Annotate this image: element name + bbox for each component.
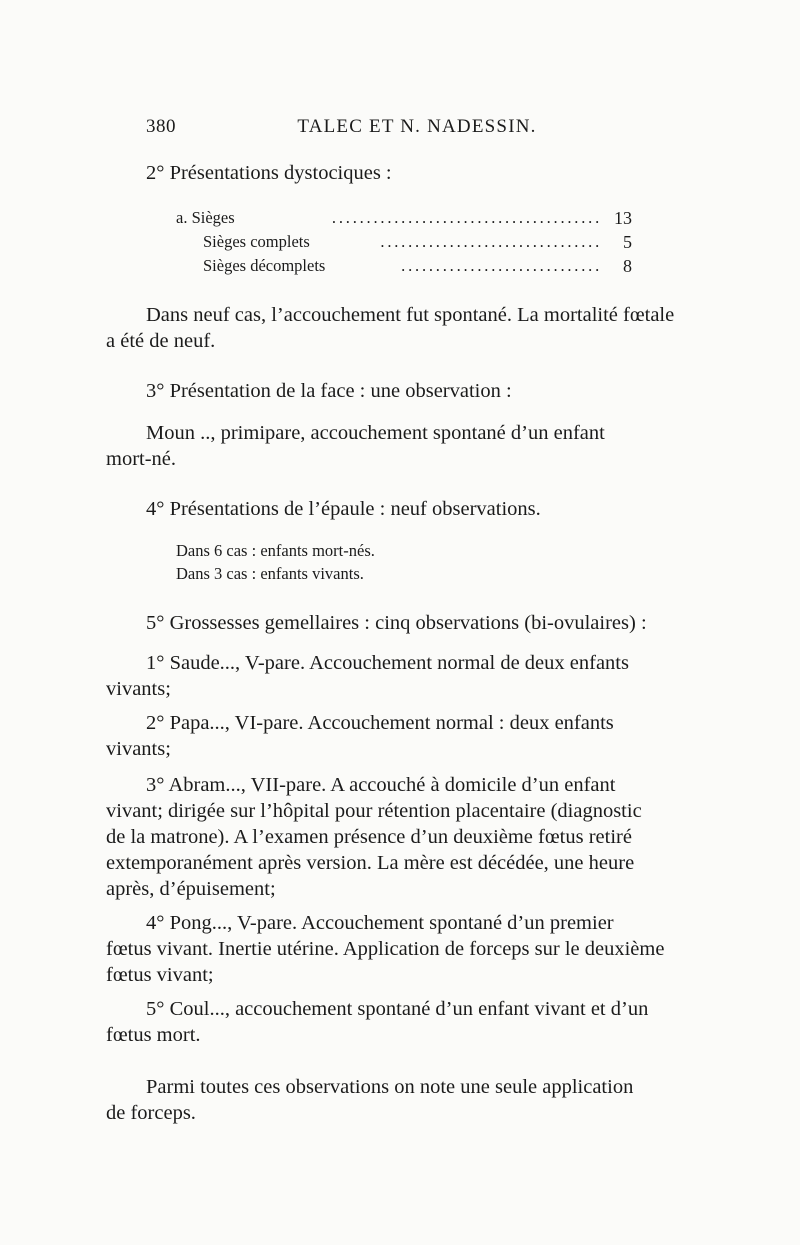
row-label: Sièges décomplets bbox=[203, 256, 326, 275]
paragraph-line: 4° Pong..., V-pare. Accouchement spontané d’un premier bbox=[146, 912, 614, 934]
running-title: TALEC ET N. NADESSIN. bbox=[297, 116, 537, 137]
section-heading-shoulder: 4° Présentations de l’épaule : neuf observations. bbox=[146, 498, 541, 520]
paragraph-line: mort-né. bbox=[106, 448, 177, 470]
paragraph-line: a été de neuf. bbox=[106, 330, 216, 352]
leader-dots: ............................. bbox=[401, 256, 602, 275]
paragraph-line: 3° Abram..., VII-pare. A accouché à domicile d’un enfant bbox=[146, 774, 616, 796]
paragraph-line: Dans 6 cas : enfants mort-nés. bbox=[176, 541, 375, 560]
section-heading-dystocic: 2° Présentations dystociques : bbox=[146, 162, 392, 184]
row-label: Sièges complets bbox=[203, 232, 310, 251]
paragraph-line: de forceps. bbox=[106, 1102, 196, 1124]
paragraph-line: fœtus vivant. Inertie utérine. Application de forceps sur le deuxième bbox=[106, 938, 665, 960]
row-value: 13 bbox=[614, 208, 632, 228]
paragraph-line: fœtus vivant; bbox=[106, 964, 214, 986]
paragraph-line: de la matrone). A l’examen présence d’un deuxième fœtus retiré bbox=[106, 826, 632, 848]
paragraph-line: Dans neuf cas, l’accouchement fut spontané. La mortalité fœtale bbox=[146, 304, 675, 326]
page-header bbox=[146, 116, 688, 146]
paragraph-line: Moun .., primipare, accouchement spontané d’un enfant bbox=[146, 422, 605, 444]
section-heading-twins: 5° Grossesses gemellaires : cinq observations (bi-ovulaires) : bbox=[146, 612, 647, 634]
paragraph-line: Parmi toutes ces observations on note une seule application bbox=[146, 1076, 634, 1098]
paragraph-line: 5° Coul..., accouchement spontané d’un enfant vivant et d’un bbox=[146, 998, 649, 1020]
paragraph-line: Dans 3 cas : enfants vivants. bbox=[176, 564, 364, 583]
table-row bbox=[176, 208, 632, 230]
section-heading-face: 3° Présentation de la face : une observation : bbox=[146, 380, 512, 402]
leader-dots: ....................................... bbox=[331, 208, 602, 227]
paragraph-line: après, d’épuisement; bbox=[106, 878, 276, 900]
paragraph-line: extemporanément après version. La mère est décédée, une heure bbox=[106, 852, 635, 874]
paragraph-line: 1° Saude..., V-pare. Accouchement normal de deux enfants bbox=[146, 652, 629, 674]
paragraph-line: vivants; bbox=[106, 738, 171, 760]
table-row bbox=[176, 232, 632, 254]
row-label: a. Sièges bbox=[176, 208, 235, 227]
paragraph-line: vivants; bbox=[106, 678, 171, 700]
leader-dots: ................................ bbox=[380, 232, 602, 251]
table-row bbox=[176, 256, 632, 278]
row-value: 5 bbox=[623, 232, 632, 252]
page-number: 380 bbox=[146, 116, 176, 137]
paragraph-line: 2° Papa..., VI-pare. Accouchement normal : deux enfants bbox=[146, 712, 614, 734]
paragraph-line: vivant; dirigée sur l’hôpital pour rétention placentaire (diagnostic bbox=[106, 800, 642, 822]
row-value: 8 bbox=[623, 256, 632, 276]
paragraph-line: fœtus mort. bbox=[106, 1024, 201, 1046]
